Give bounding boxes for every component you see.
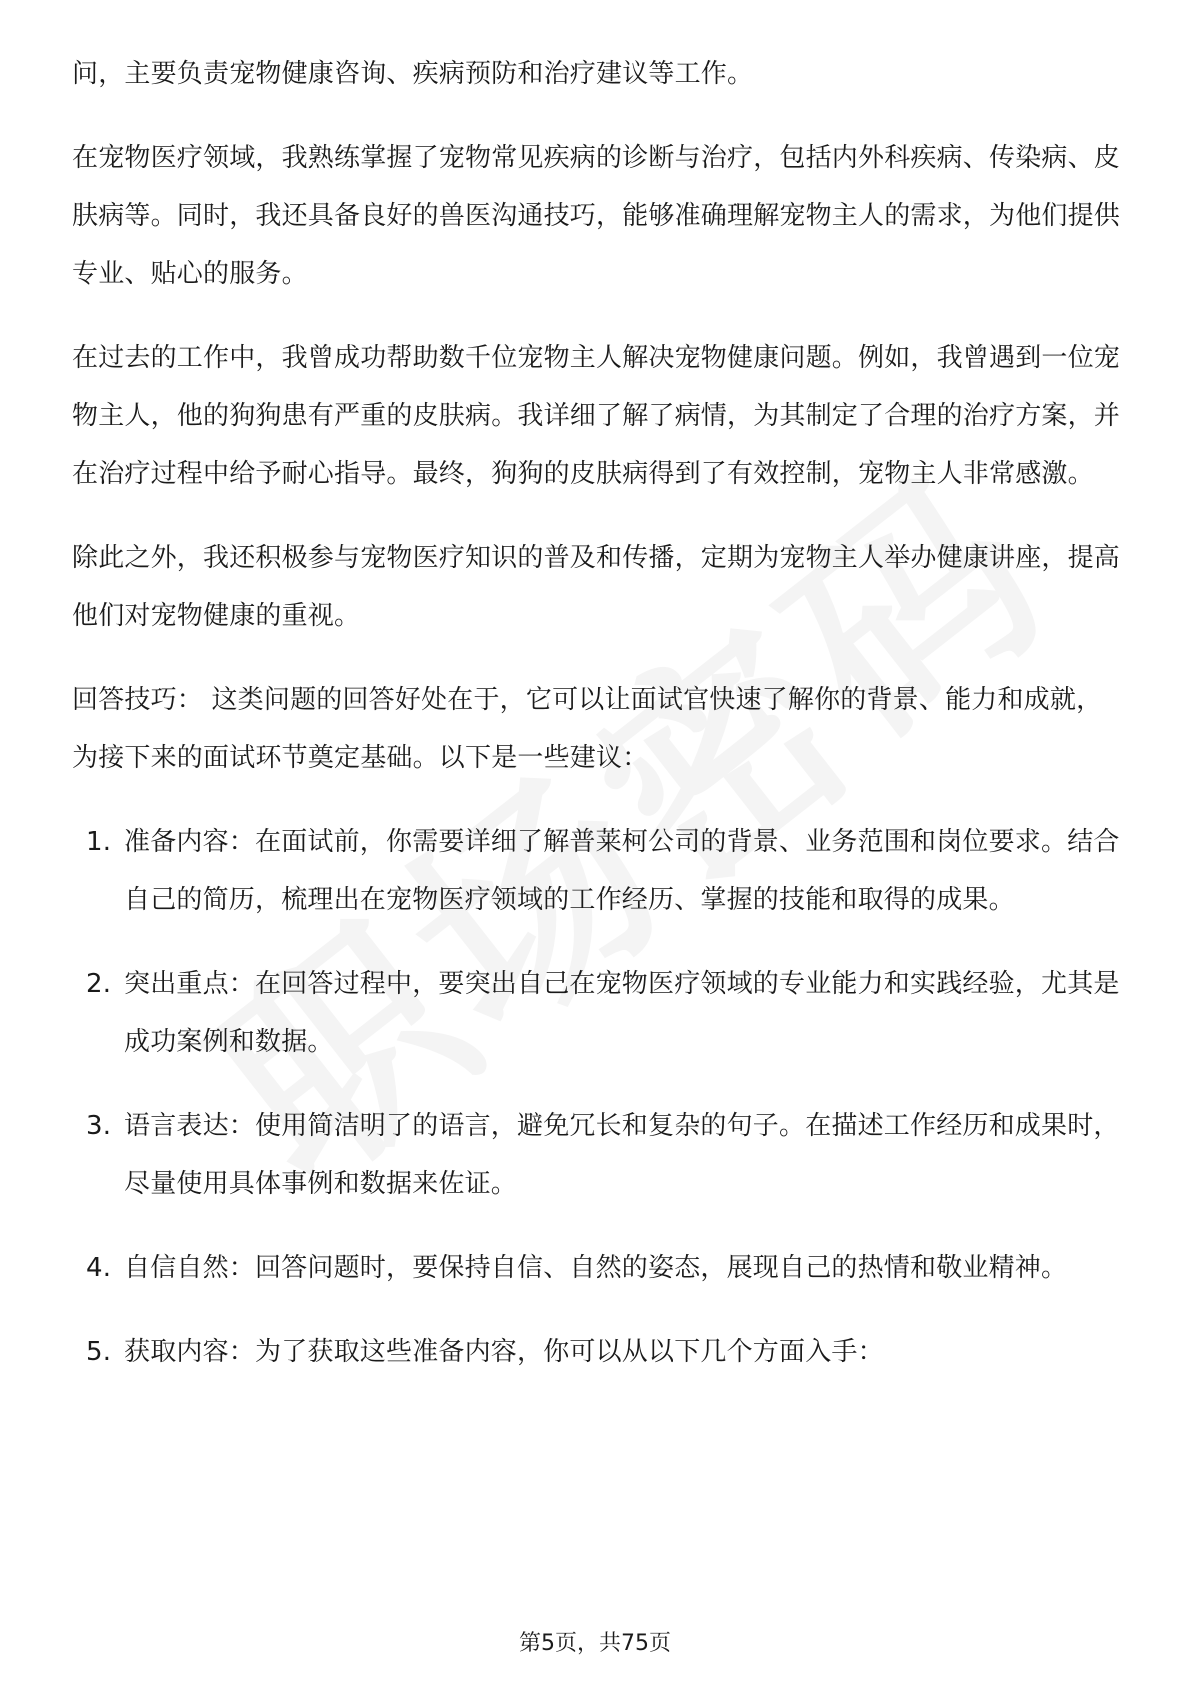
list-item-text: 突出重点：在回答过程中，要突出自己在宠物医疗领域的专业能力和实践经验，尤其是成功案例和数据。 [124,969,1120,1057]
list-item [72,813,1120,929]
page-number-footer: 第5页，共75页 [519,1631,671,1656]
list-item [72,1323,1120,1381]
paragraph-1: 问，主要负责宠物健康咨询、疾病预防和治疗建议等工作。 [72,59,754,89]
list-item-text: 获取内容：为了获取这些准备内容，你可以从以下几个方面入手： [124,1337,884,1367]
list-item-text: 语言表达：使用简洁明了的语言，避免冗长和复杂的句子。在描述工作经历和成果时，尽量使用具体事例和数据来佐证。 [124,1111,1120,1199]
list-item-text: 自信自然：回答问题时，要保持自信、自然的姿态，展现自己的热情和敬业精神。 [124,1253,1068,1283]
paragraph-5: 回答技巧： 这类问题的回答好处在于，它可以让面试官快速了解你的背景、能力和成就，为接下来的面试环节奠定基础。以下是一些建议： [72,685,1103,773]
list-item-number: 3. [86,1111,112,1141]
tips-list [72,813,1120,1381]
list-item [72,955,1120,1071]
list-item-number: 2. [86,969,112,999]
document-body [72,45,1120,1407]
list-item [72,1097,1120,1213]
paragraph-3: 在过去的工作中，我曾成功帮助数千位宠物主人解决宠物健康问题。例如，我曾遇到一位宠物主人，他的狗狗患有严重的皮肤病。我详细了解了病情，为其制定了合理的治疗方案，并在治疗过程中给予耐心指导。最终，狗狗的皮肤病得到了有效控制，宠物主人非常感激。 [72,343,1121,489]
list-item-number: 1. [86,827,112,857]
list-item-text: 准备内容：在面试前，你需要详细了解普莱柯公司的背景、业务范围和岗位要求。结合自己的简历，梳理出在宠物医疗领域的工作经历、掌握的技能和取得的成果。 [124,827,1120,915]
list-item-number: 5. [86,1337,112,1367]
paragraph-2: 在宠物医疗领域，我熟练掌握了宠物常见疾病的诊断与治疗，包括内外科疾病、传染病、皮肤病等。同时，我还具备良好的兽医沟通技巧，能够准确理解宠物主人的需求，为他们提供专业、贴心的服务。 [72,143,1121,289]
list-item [72,1239,1120,1297]
list-item-number: 4. [86,1253,112,1283]
paragraph-4: 除此之外，我还积极参与宠物医疗知识的普及和传播，定期为宠物主人举办健康讲座，提高他们对宠物健康的重视。 [72,543,1121,631]
